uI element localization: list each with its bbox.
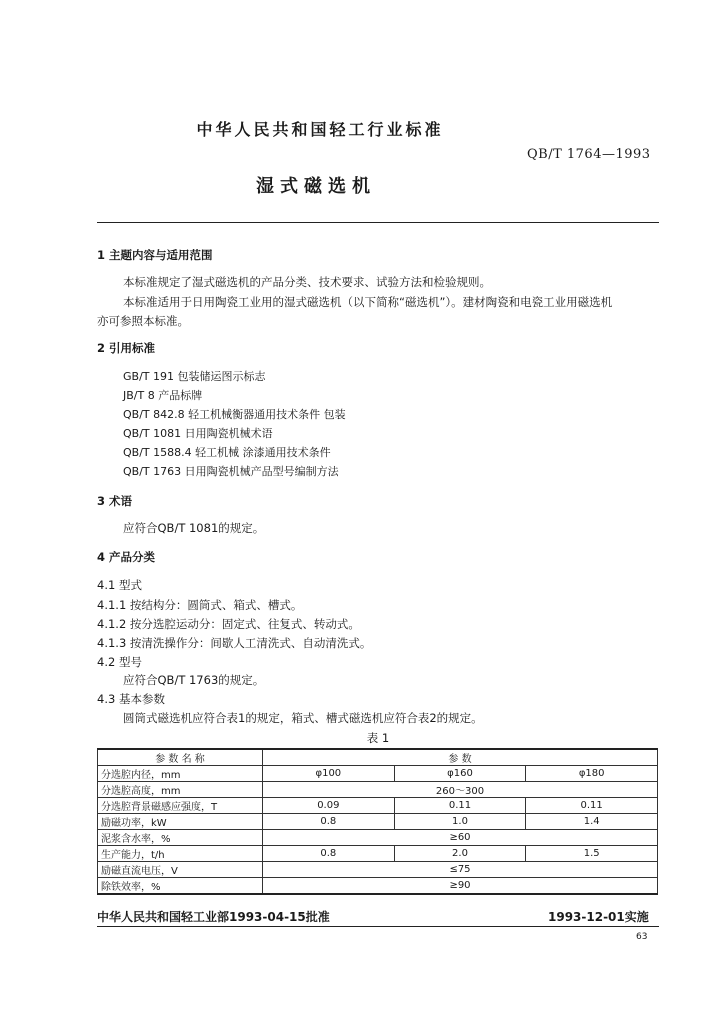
section-1-paragraph-2-cont: 亦可参照本标准。 [97, 314, 189, 328]
reference-item: QB/T 1081 日用陶瓷机械术语 [123, 427, 273, 440]
table-header-row [98, 749, 658, 766]
subsection-4-3-text: 圆筒式磁选机应符合表1的规定，箱式、槽式磁选机应符合表2的规定。 [123, 711, 483, 725]
subsection-4-2-text: 应符合QB/T 1763的规定。 [123, 673, 265, 687]
section-4-heading: 4 产品分类 [97, 550, 156, 564]
table-cell: 分选腔背景磁感应强度，T [98, 798, 263, 814]
reference-item: QB/T 1763 日用陶瓷机械产品型号编制方法 [123, 465, 339, 478]
table-row [98, 814, 658, 830]
table-cell: φ160 [394, 766, 526, 782]
table-cell: ≥90 [263, 878, 658, 895]
implementation-date: 1993-12-01实施 [548, 910, 649, 924]
table-row [98, 878, 658, 895]
table-cell: 0.8 [263, 846, 395, 862]
table-cell: φ180 [526, 766, 658, 782]
reference-item: JB/T 8 产品标牌 [123, 389, 203, 402]
table-row [98, 830, 658, 846]
table-cell: 励磁功率，kW [98, 814, 263, 830]
approval-note: 中华人民共和国轻工业部1993-04-15批准 [97, 910, 330, 924]
table-cell: 260～300 [263, 782, 658, 798]
subsection-4-1: 4.1 型式 [97, 578, 142, 592]
section-1-heading: 1 主题内容与适用范围 [97, 248, 213, 262]
table-row [98, 798, 658, 814]
standard-number: QB/T 1764—1993 [527, 147, 651, 162]
table-cell: 励磁直流电压，V [98, 862, 263, 878]
table-cell: φ100 [263, 766, 395, 782]
table-cell: 生产能力，t/h [98, 846, 263, 862]
parameter-table [97, 748, 658, 895]
table-cell: 0.11 [526, 798, 658, 814]
section-2-heading: 2 引用标准 [97, 341, 156, 355]
table-cell: 2.0 [394, 846, 526, 862]
table-row [98, 862, 658, 878]
section-1-paragraph-1: 本标准规定了湿式磁选机的产品分类、技术要求、试验方法和检验规则。 [123, 275, 491, 289]
table-cell: 1.0 [394, 814, 526, 830]
table-cell: 除铁效率，% [98, 878, 263, 895]
subsection-4-1-3: 4.1.3 按清洗操作分：间歇人工清洗式、自动清洗式。 [97, 636, 372, 650]
subsection-4-1-2: 4.1.2 按分选腔运动分：固定式、往复式、转动式。 [97, 617, 360, 631]
reference-item: GB/T 191 包装储运图示标志 [123, 370, 266, 383]
table-row [98, 782, 658, 798]
section-3-heading: 3 术语 [97, 494, 133, 508]
subsection-4-2: 4.2 型号 [97, 655, 142, 669]
header-rule [97, 222, 659, 223]
table-cell: 1.4 [526, 814, 658, 830]
table-cell: 0.11 [394, 798, 526, 814]
table-row [98, 766, 658, 782]
subsection-4-1-1: 4.1.1 按结构分：圆筒式、箱式、槽式。 [97, 598, 303, 612]
table-cell: 分选腔内径，mm [98, 766, 263, 782]
standard-category-title: 中华人民共和国轻工行业标准 [196, 120, 444, 139]
table-cell: ≥60 [263, 830, 658, 846]
page-number: 63 [636, 932, 648, 942]
reference-item: QB/T 1588.4 轻工机械 涂漆通用技术条件 [123, 446, 331, 459]
table-cell: 泥浆含水率，% [98, 830, 263, 846]
table-cell: 0.09 [263, 798, 395, 814]
footer-rule [97, 926, 659, 927]
table-header-values: 参 数 [263, 749, 658, 766]
reference-item: QB/T 842.8 轻工机械衡器通用技术条件 包装 [123, 408, 346, 421]
table-header-name: 参 数 名 称 [98, 749, 263, 766]
table-row [98, 846, 658, 862]
table-cell: 分选腔高度，mm [98, 782, 263, 798]
table-caption: 表 1 [366, 731, 390, 745]
section-1-paragraph-2: 本标准适用于日用陶瓷工业用的湿式磁选机（以下简称“磁选机”）。建材陶瓷和电瓷工业用磁选机 [123, 295, 613, 309]
table-cell: 1.5 [526, 846, 658, 862]
section-3-paragraph: 应符合QB/T 1081的规定。 [123, 521, 265, 535]
document-title: 湿式磁选机 [256, 176, 376, 197]
subsection-4-3: 4.3 基本参数 [97, 692, 165, 706]
table-cell: 0.8 [263, 814, 395, 830]
table-cell: ≤75 [263, 862, 658, 878]
